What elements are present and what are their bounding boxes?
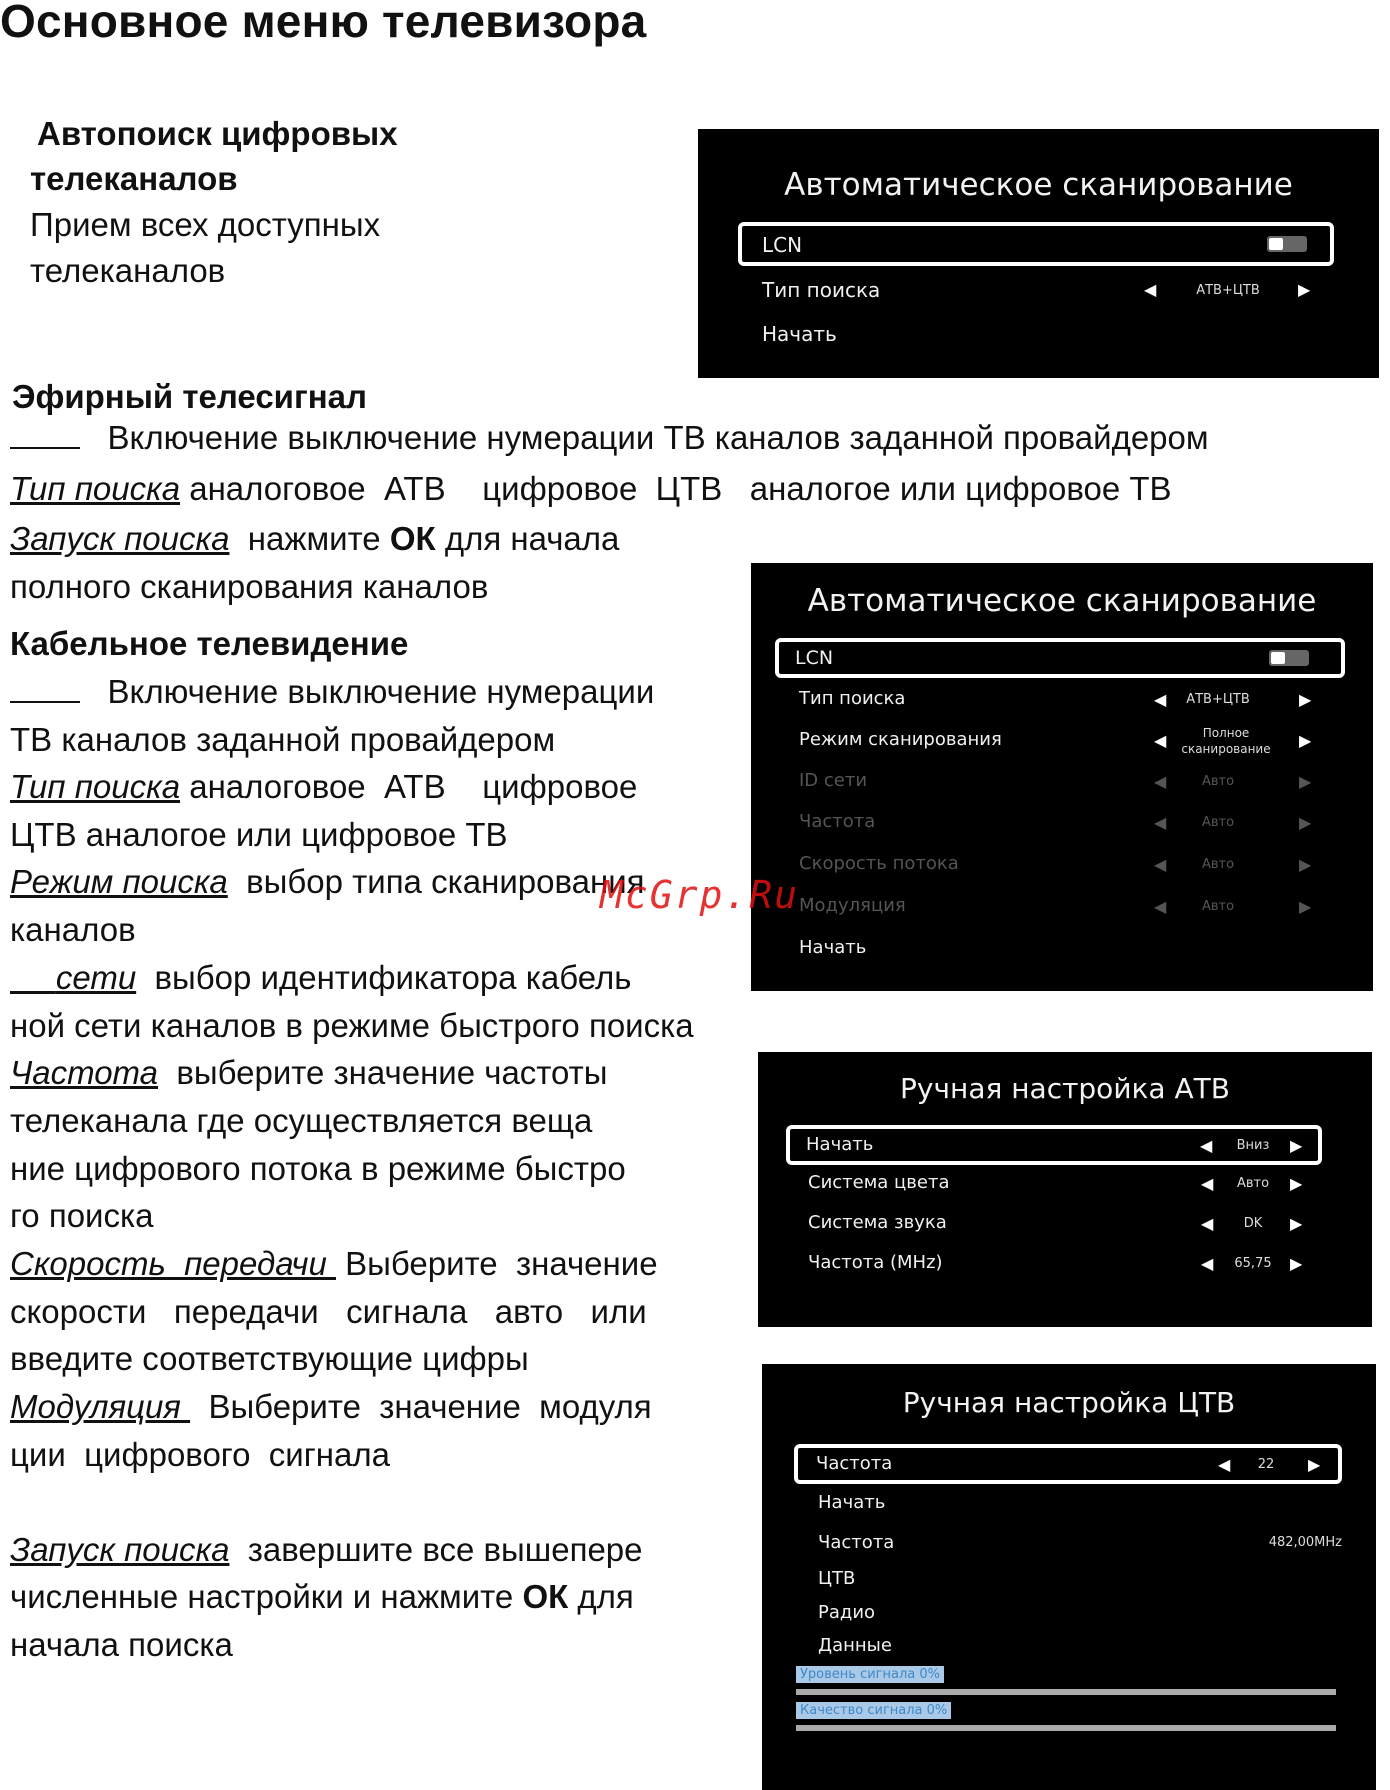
blank-line: [10, 671, 80, 703]
arrow-right-icon[interactable]: ▶: [1308, 1455, 1321, 1474]
panel-manual-atv: [758, 1052, 1372, 1327]
intro-heading-line2: телеканалов: [30, 160, 238, 197]
panel-air-type-label[interactable]: Тип поиска: [762, 278, 881, 302]
panel-dtv-signal-level-label: Уровень сигнала 0%: [796, 1666, 944, 1683]
air-start-ok: ОК: [389, 520, 436, 557]
panel-atv-row-freq-label[interactable]: Частота (MHz): [808, 1252, 943, 1273]
panel-air-title: Автоматическое сканирование: [784, 167, 1293, 203]
cable-net-label-wrap: [10, 959, 136, 996]
blank-line: [10, 417, 80, 449]
panel-dtv-freq-label: Частота: [816, 1453, 893, 1474]
cable-mode-line: [10, 858, 645, 905]
air-lcn-text: Включение выключение нумерации ТВ каналов заданной провайдером: [107, 419, 1209, 456]
panel-dtv-freq2-label: Частота: [818, 1532, 895, 1553]
cable-start-text-b: для: [568, 1578, 634, 1615]
panel-air-lcn-toggle[interactable]: [1267, 236, 1307, 252]
panel-atv-row-start-value: Вниз: [1236, 1138, 1270, 1153]
page-title: Основное меню телевизора: [0, 0, 647, 47]
panel-cable-lcn-label: LCN: [795, 647, 834, 669]
panel-air-lcn-label: LCN: [762, 233, 803, 257]
intro-desc-line1: Прием всех доступных: [30, 206, 381, 243]
cable-start-text: завершите все вышепере: [229, 1531, 643, 1568]
cable-type-line: [10, 763, 637, 810]
arrow-right-icon[interactable]: ▶: [1299, 731, 1312, 750]
arrow-right-icon[interactable]: ▶: [1290, 1174, 1303, 1193]
arrow-left-icon[interactable]: ◀: [1144, 280, 1157, 299]
cable-heading: Кабельное телевидение: [10, 625, 409, 662]
arrow-right-icon[interactable]: ▶: [1290, 1254, 1303, 1273]
air-heading: Эфирный телесигнал: [12, 378, 367, 415]
panel-cable-lcn-row[interactable]: [775, 638, 1345, 678]
cable-freq-line: [10, 1049, 608, 1096]
panel-air-type-value: АТВ+ЦТВ: [1196, 283, 1260, 298]
mode-value-line2: сканирование: [1181, 742, 1271, 756]
intro-desc-line2: телеканалов: [30, 252, 226, 289]
mode-value-line1: Полное: [1202, 726, 1250, 740]
cable-rate-text: Выберите значение: [336, 1245, 658, 1282]
panel-dtv-radio: Радио: [818, 1602, 876, 1623]
panel-dtv-start[interactable]: Начать: [818, 1492, 886, 1513]
arrow-right-icon: ▶: [1299, 855, 1312, 874]
arrow-right-icon: ▶: [1299, 897, 1312, 916]
air-start-label: Запуск поиска: [10, 520, 230, 557]
air-type-text: аналоговое АТВ цифровое ЦТВ аналогое или цифровое ТВ: [180, 470, 1172, 507]
panel-atv-row-freq-value: 65,75: [1234, 1256, 1272, 1271]
cable-rate-label: Скорость передачи: [10, 1245, 336, 1282]
panel-atv-row-sound-label[interactable]: Система звука: [808, 1212, 947, 1233]
panel-cable-row-type-label[interactable]: Тип поиска: [799, 688, 906, 709]
intro-heading-line1: Автопоиск цифровых: [37, 115, 398, 152]
arrow-right-icon: ▶: [1299, 813, 1312, 832]
cable-type-text: аналоговое АТВ цифровое: [180, 768, 638, 805]
cable-type-label: Тип поиска: [10, 768, 181, 805]
cable-start-label: Запуск поиска: [10, 1531, 230, 1568]
cable-freq-line3: ние цифрового потока в режиме быстро: [10, 1150, 626, 1187]
cable-start-line3: начала поиска: [10, 1626, 233, 1663]
cable-start-line: [10, 1526, 643, 1573]
watermark: McGrp.Ru: [600, 873, 800, 917]
arrow-left-icon[interactable]: ◀: [1218, 1455, 1231, 1474]
air-type-line: [10, 465, 1172, 512]
signal-quality-bar: [796, 1725, 1336, 1731]
panel-cable-lcn-toggle[interactable]: [1269, 650, 1309, 666]
panel-cable-row-rate-label: Скорость потока: [799, 853, 959, 874]
cable-start-line2: [10, 1573, 634, 1620]
air-start-line2: полного сканирования каналов: [10, 568, 489, 605]
panel-atv-row-sound-value: DK: [1243, 1216, 1263, 1231]
arrow-right-icon[interactable]: ▶: [1298, 280, 1311, 299]
panel-atv-row-start-label: Начать: [806, 1134, 874, 1155]
panel-cable-title: Автоматическое сканирование: [807, 583, 1317, 619]
air-start-line: [10, 515, 619, 562]
panel-atv-row-color-label[interactable]: Система цвета: [808, 1172, 950, 1193]
panel-dtv-signal-quality-label: Качество сигнала 0%: [796, 1702, 951, 1719]
toggle-knob: [1271, 652, 1285, 664]
arrow-left-icon[interactable]: ◀: [1201, 1254, 1214, 1273]
cable-freq-line4: го поиска: [10, 1197, 154, 1234]
arrow-left-icon: ◀: [1154, 897, 1167, 916]
panel-air-auto-scan: [698, 129, 1379, 378]
cable-freq-label: Частота: [10, 1054, 159, 1091]
panel-atv-row-start[interactable]: [786, 1125, 1322, 1165]
cable-net-line2: ной сети каналов в режиме быстрого поиска: [10, 1007, 694, 1044]
arrow-left-icon[interactable]: ◀: [1154, 690, 1167, 709]
panel-cable-row-freq-value: Авто: [1201, 815, 1235, 830]
cable-net-line: [10, 954, 631, 1001]
cable-mode-label: Режим поиска: [10, 863, 228, 900]
arrow-left-icon: ◀: [1154, 772, 1167, 791]
cable-freq-line2: телеканала где осуществляется веща: [10, 1102, 593, 1139]
panel-dtv-freq-value: 22: [1257, 1457, 1275, 1472]
panel-cable-row-mode-value: [1171, 725, 1281, 757]
signal-level-bar: [796, 1689, 1336, 1695]
air-start-text-a: нажмите: [229, 520, 390, 557]
panel-air-lcn-row[interactable]: [738, 222, 1334, 266]
panel-cable-row-netid-label: ID сети: [799, 770, 868, 791]
panel-cable-row-type-value: АТВ+ЦТВ: [1186, 692, 1250, 707]
panel-cable-row-freq-label: Частота: [799, 811, 876, 832]
cable-lcn-line2: ТВ каналов заданной провайдером: [10, 721, 556, 758]
arrow-left-icon: ◀: [1154, 813, 1167, 832]
arrow-right-icon[interactable]: ▶: [1290, 1214, 1303, 1233]
air-lcn-line: [10, 414, 1209, 461]
panel-cable-start[interactable]: Начать: [799, 937, 867, 958]
arrow-left-icon: ◀: [1154, 855, 1167, 874]
cable-start-text-a: численные настройки и нажмите: [10, 1578, 523, 1615]
panel-atv-row-color-value: Авто: [1236, 1176, 1270, 1191]
cable-net-label: сети: [55, 959, 137, 996]
panel-cable-row-netid-value: Авто: [1201, 774, 1235, 789]
air-type-label: Тип поиска: [10, 470, 181, 507]
arrow-right-icon[interactable]: ▶: [1299, 690, 1312, 709]
arrow-left-icon[interactable]: ◀: [1201, 1214, 1214, 1233]
cable-net-text: выбор идентификатора кабель: [136, 959, 632, 996]
cable-freq-text: выберите значение частоты: [158, 1054, 608, 1091]
cable-mod-label: Модуляция: [10, 1388, 191, 1425]
cable-type-line2: ЦТВ аналогое или цифровое ТВ: [10, 816, 508, 853]
cable-rate-line: [10, 1240, 658, 1287]
cable-start-ok: ОК: [522, 1578, 569, 1615]
panel-cable-row-mod-label: Модуляция: [799, 895, 906, 916]
panel-manual-dtv: [762, 1364, 1376, 1790]
cable-rate-line3: введите соответствующие цифры: [10, 1340, 529, 1377]
panel-dtv-dtv: ЦТВ: [818, 1568, 856, 1589]
panel-dtv-row-freq[interactable]: [794, 1444, 1342, 1484]
air-start-text-b: для начала: [435, 520, 620, 557]
cable-mod-line: [10, 1383, 652, 1430]
arrow-right-icon: ▶: [1299, 772, 1312, 791]
panel-cable-auto-scan: [751, 563, 1373, 991]
cable-mod-text: Выберите значение модуля: [190, 1388, 652, 1425]
arrow-right-icon[interactable]: ▶: [1290, 1136, 1303, 1155]
panel-dtv-freq2-value: 482,00MHz: [1268, 1535, 1342, 1550]
panel-cable-row-rate-value: Авто: [1201, 857, 1235, 872]
cable-rate-line2: скорости передачи сигнала авто или: [10, 1293, 647, 1330]
panel-dtv-title: Ручная настройка ЦТВ: [902, 1386, 1236, 1419]
panel-cable-row-mode-label[interactable]: Режим сканирования: [799, 729, 1002, 750]
cable-lcn-text: Включение выключение нумерации: [107, 673, 655, 710]
cable-lcn-line: [10, 668, 654, 715]
cable-mod-line2: ции цифрового сигнала: [10, 1436, 390, 1473]
panel-air-start[interactable]: Начать: [762, 322, 837, 346]
arrow-left-icon[interactable]: ◀: [1154, 731, 1167, 750]
panel-dtv-data: Данные: [818, 1635, 892, 1656]
cable-mode-line2: каналов: [10, 911, 136, 948]
arrow-left-icon[interactable]: ◀: [1200, 1136, 1213, 1155]
panel-atv-title: Ручная настройка АТВ: [900, 1072, 1230, 1105]
cable-mode-text: выбор типа сканирования: [227, 863, 645, 900]
panel-cable-row-mod-value: Авто: [1201, 899, 1235, 914]
arrow-left-icon[interactable]: ◀: [1201, 1174, 1214, 1193]
toggle-knob: [1269, 238, 1283, 250]
